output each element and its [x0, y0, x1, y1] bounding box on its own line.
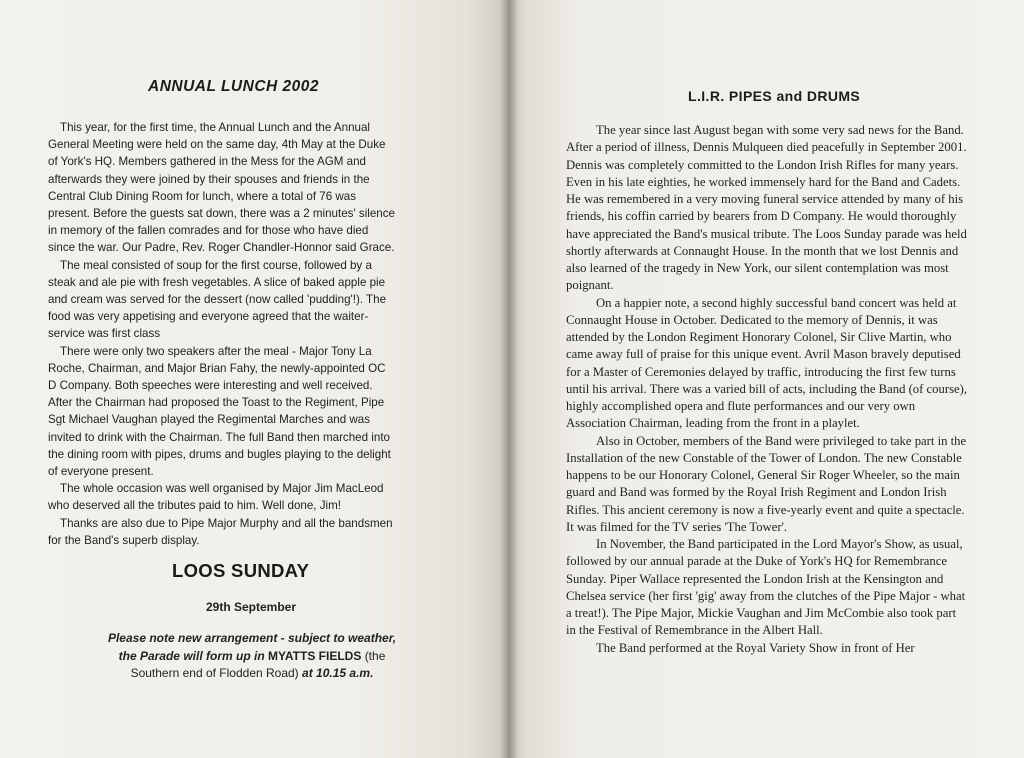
notice-time: at 10.15 a.m. — [302, 666, 374, 680]
notice-line: (the — [364, 648, 386, 663]
book-gutter — [500, 0, 518, 758]
notice-line: Southern end of Flodden Road) — [130, 666, 299, 680]
paragraph: There were only two speakers after the meal - Major Tony La Roche, Chairman, and Major Brian Fahy, the newly-appointed OC D Company. Both speeches were interesting and well received. After the Chairman had proposed the Toast to the Regiment, Pipe Sgt Michael Vaughan played the Regimental Marches and was invited to drink with the Chairman. The full Band then marched into the dining room with pipes, drums and bugles playing to the delight of everyone present. — [48, 344, 391, 479]
paragraph: This year, for the first time, the Annual Lunch and the Annual General Meeting were held on the same day, 4th May at the Duke of York's HQ. Members gathered in the Mess for the AGM and afterwards they were joined by their spouses and friends in the Central Club Dining Room for lunch, where a total of 76 was present. Before the guests sat down, there was a 2 minutes' silence in memory of the fallen comrades and for those who have died since the war. Our Padre, Rev. Roger Chandler-Honnor said Grace. — [48, 121, 395, 255]
paragraph: Also in October, members of the Band were privileged to take part in the Installation of the new Constable of the Tower of London. The new Constable happens to be our Honorary Colonel, General Sir Roger Wheeler, so the main guard and Band was formed by the Royal Irish Regiment and London Irish Rifles. This ancient ceremony is now a five-yearly event and quite a spectacle. It was filmed for the TV series 'The Tower'. — [566, 433, 967, 534]
paragraph: On a happier note, a second highly successful band concert was held at Connaught House in October. Dedicated to the memory of Dennis, it was attended by the London Regiment Honorary Colonel, Sir Clive Martin, who came away full of praise for this unique event. Avril Mason bravely deputised for a Master of Ceremonies delayed by traffic, introducing the first few turns until his arrival. There was a varied bill of acts, including the Band (of course), highly accomplished opera and flute performances and our very own Association Chairman, leading from the front in a playlet. — [566, 295, 968, 431]
event-date: 29th September — [206, 600, 297, 614]
article-title-annual-lunch: ANNUAL LUNCH 2002 — [148, 78, 319, 95]
parade-notice — [82, 630, 422, 683]
section-title-loos-sunday: LOOS SUNDAY — [172, 560, 310, 581]
paragraph: The meal consisted of soup for the first course, followed by a steak and ale pie with fresh vegetables. A slice of baked apple pie and cream was served for the dessert (now called 'pudding'!). The food was very appetising and everyone agreed that the waiter-service was first class — [48, 258, 387, 341]
notice-line: Please note new arrangement - subject to weather, — [107, 631, 397, 645]
notice-line: the Parade will form up in — [118, 648, 265, 663]
notice-place: MYATTS FIELDS — [268, 648, 362, 663]
paragraph: Thanks are also due to Pipe Major Murphy and all the bandsmen for the Band's superb display. — [48, 516, 393, 547]
article-body-annual-lunch — [48, 119, 396, 549]
paragraph: The year since last August began with some very sad news for the Band. After a period of illness, Dennis Mulqueen died peacefully in September 2001. Dennis was completely committed to the London Irish Rifles for many years. Even in his late eighties, he worked immensely hard for the Band and Cadets. He was remembered in a very moving funeral service attended by many of his friends, his coffin carried by bearers from D Company. He would thoroughly have appreciated the Band's musical tribute. The Loos Sunday parade was held shortly afterwards at Connaught House. In the month that we lost Dennis and also learned of the tragedy in New York, our silent contemplation was most poignant. — [566, 123, 967, 293]
article-title-pipes-and-drums: L.I.R. PIPES and DRUMS — [688, 88, 861, 104]
article-body-pipes-and-drums — [566, 122, 968, 657]
paragraph: The Band performed at the Royal Variety Show in front of Her — [596, 640, 915, 655]
paragraph: The whole occasion was well organised by Major Jim MacLeod who deserved all the tributes paid to him. Well done, Jim! — [48, 482, 384, 513]
paragraph: In November, the Band participated in the Lord Mayor's Show, as usual, followed by our annual parade at the Duke of York's HQ for Remembrance Sunday. Piper Wallace represented the London Irish at the Kensington and Chelsea service (her first 'gig' away from the clutches of the Pipe Major - what a treat!). The Pipe Major, Mickie Vaughan and Jim McCombie also took part in the Festival of Remembrance in the Albert Hall. — [566, 537, 966, 638]
left-page — [0, 0, 508, 758]
